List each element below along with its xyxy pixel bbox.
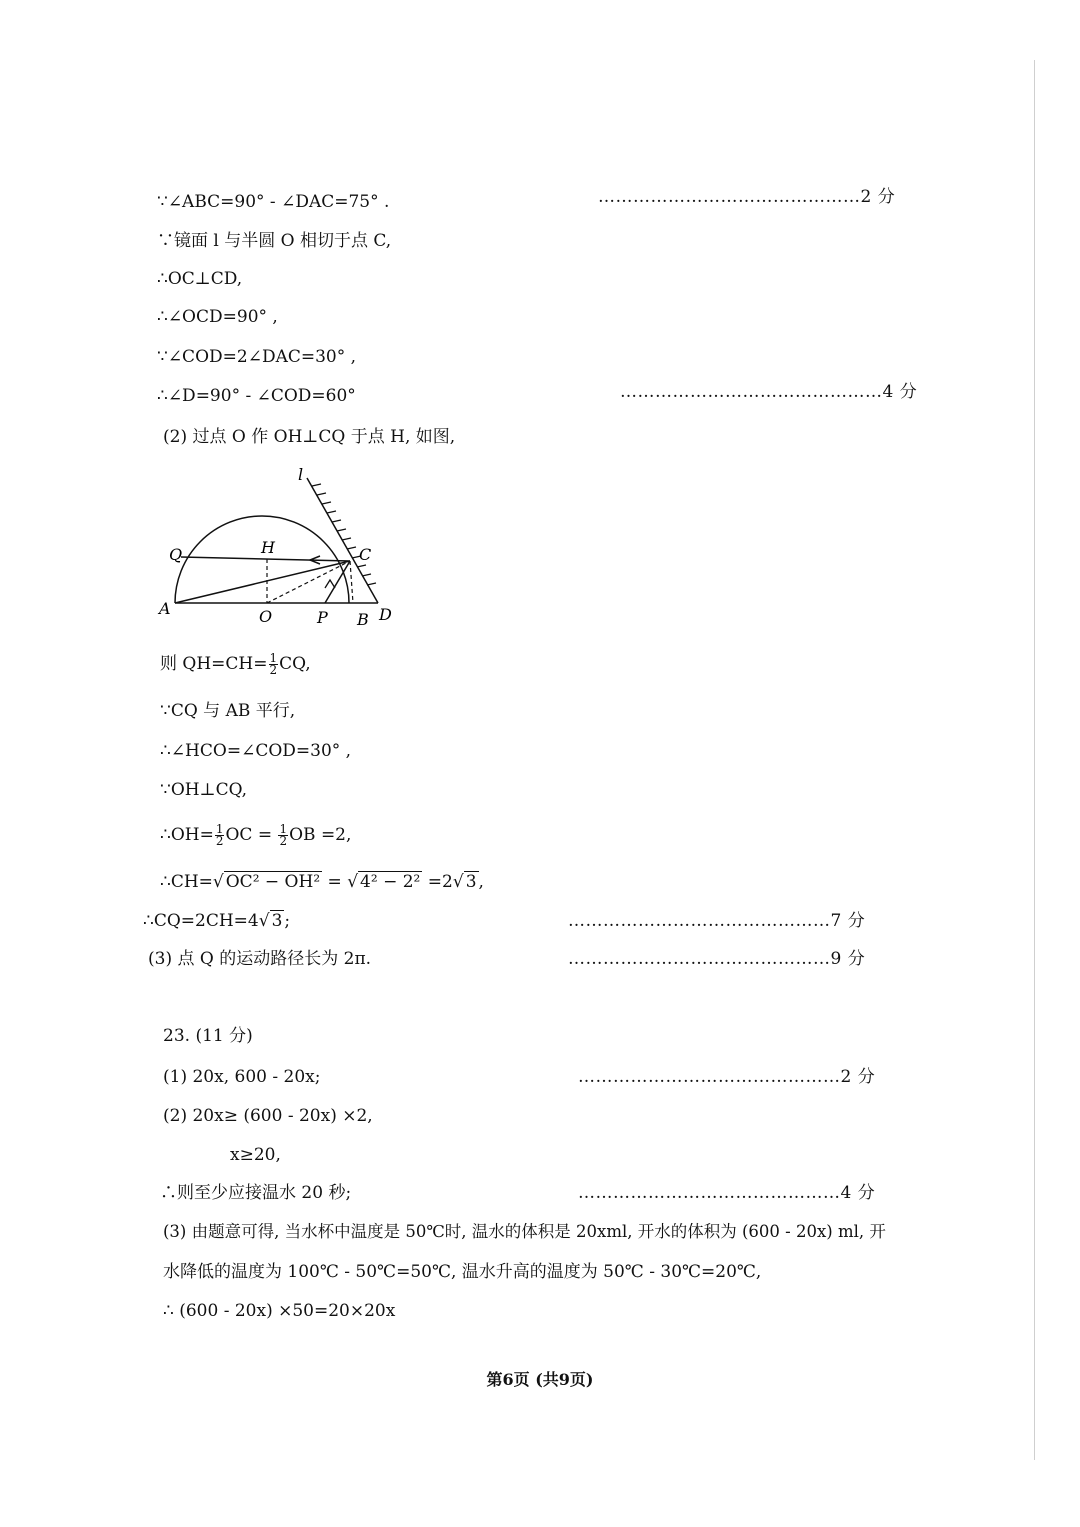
fraction-half-2: $\frac{1}{2}$ bbox=[215, 822, 224, 848]
line-cq-parallel: ∵CQ 与 AB 平行, bbox=[160, 701, 296, 721]
page-edge bbox=[1034, 60, 1035, 1460]
line-angle-d: ∴∠D=90° - ∠COD=60° bbox=[157, 386, 356, 406]
label-D: D bbox=[379, 605, 392, 624]
line-q23-equation: ∴ (600 - 20x) ×50=20×20x bbox=[163, 1301, 396, 1321]
line-q23-conclusion: ∴则至少应接温水 20 秒; bbox=[160, 1183, 352, 1203]
score-4: ………………………………………4 分 bbox=[620, 382, 918, 402]
line-q23-part2: (2) 20x≥ (600 - 20x) ×2, bbox=[163, 1106, 373, 1126]
line-q23-part3b: 水降低的温度为 100℃ - 50℃=50℃, 温水升高的温度为 50℃ - 30℃=20℃, bbox=[163, 1262, 762, 1282]
line-ac bbox=[175, 561, 350, 603]
score-9: ………………………………………9 分 bbox=[568, 949, 866, 969]
line-ch-value: ∴CH=√ OC² − OH² = √ 4² − 2² =2√ 3 , bbox=[160, 872, 484, 892]
qh-ch-text: 则 QH=CH= bbox=[160, 654, 268, 674]
label-l: l bbox=[298, 465, 304, 484]
line-oc-perp-cd: ∴OC⊥CD, bbox=[157, 269, 243, 289]
line-oh-value: ∴OH= $\frac{1}{2}$ OC = $\frac{1}{2}$ OB =2, bbox=[160, 822, 352, 848]
score-q23-4: ………………………………………4 分 bbox=[578, 1183, 876, 1203]
line-oh-perp-cq: ∵OH⊥CQ, bbox=[160, 780, 248, 800]
line-angle-cod: ∵∠COD=2∠DAC=30° , bbox=[157, 347, 357, 367]
fraction-half: $\frac{1}{2}$ bbox=[269, 651, 278, 677]
line-qh-ch bbox=[160, 653, 311, 676]
label-Q: Q bbox=[169, 545, 183, 564]
line-angle-ocd: ∴∠OCD=90° , bbox=[157, 307, 278, 327]
fraction-half-3: $\frac{1}{2}$ bbox=[279, 822, 288, 848]
label-H: H bbox=[261, 538, 275, 557]
line-angle-hco: ∴∠HCO=∠COD=30° , bbox=[160, 741, 352, 761]
question-23-title: 23. (11 分) bbox=[163, 1026, 253, 1046]
line-q23-x-ge-20: x≥20, bbox=[230, 1145, 281, 1165]
score-7: ………………………………………7 分 bbox=[568, 911, 866, 931]
label-C: C bbox=[359, 545, 372, 564]
line-q23-part1: (1) 20x, 600 - 20x; bbox=[163, 1067, 321, 1087]
chord-qc bbox=[181, 557, 350, 561]
score-2: ………………………………………2 分 bbox=[598, 187, 896, 207]
line-part2-intro: (2) 过点 O 作 OH⊥CQ 于点 H, 如图, bbox=[163, 427, 456, 447]
line-q23-part3a: (3) 由题意可得, 当水杯中温度是 50℃时, 温水的体积是 20xml, 开水的体积为 (600 - 20x) ml, 开 bbox=[163, 1222, 886, 1241]
geometry-figure bbox=[155, 460, 415, 635]
label-P: P bbox=[317, 608, 328, 627]
line-part3-path: (3) 点 Q 的运动路径长为 2π. bbox=[148, 949, 372, 969]
dashed-cb bbox=[350, 561, 353, 603]
qh-ch-cq: CQ, bbox=[279, 654, 311, 674]
line-mirror-tangent: ∵镜面 l 与半圆 O 相切于点 C, bbox=[157, 231, 392, 251]
arrow-pc bbox=[325, 580, 335, 588]
line-cq-value: ∴CQ=2CH=4√ 3 ; bbox=[143, 911, 291, 931]
score-q23-2: ………………………………………2 分 bbox=[578, 1067, 876, 1087]
page-footer: 第6页 (共9页) bbox=[486, 1370, 594, 1389]
label-B: B bbox=[357, 610, 369, 629]
label-A: A bbox=[159, 599, 171, 618]
label-O: O bbox=[259, 607, 273, 626]
line-angle-abc: ∵∠ABC=90° - ∠DAC=75° . bbox=[157, 192, 390, 212]
